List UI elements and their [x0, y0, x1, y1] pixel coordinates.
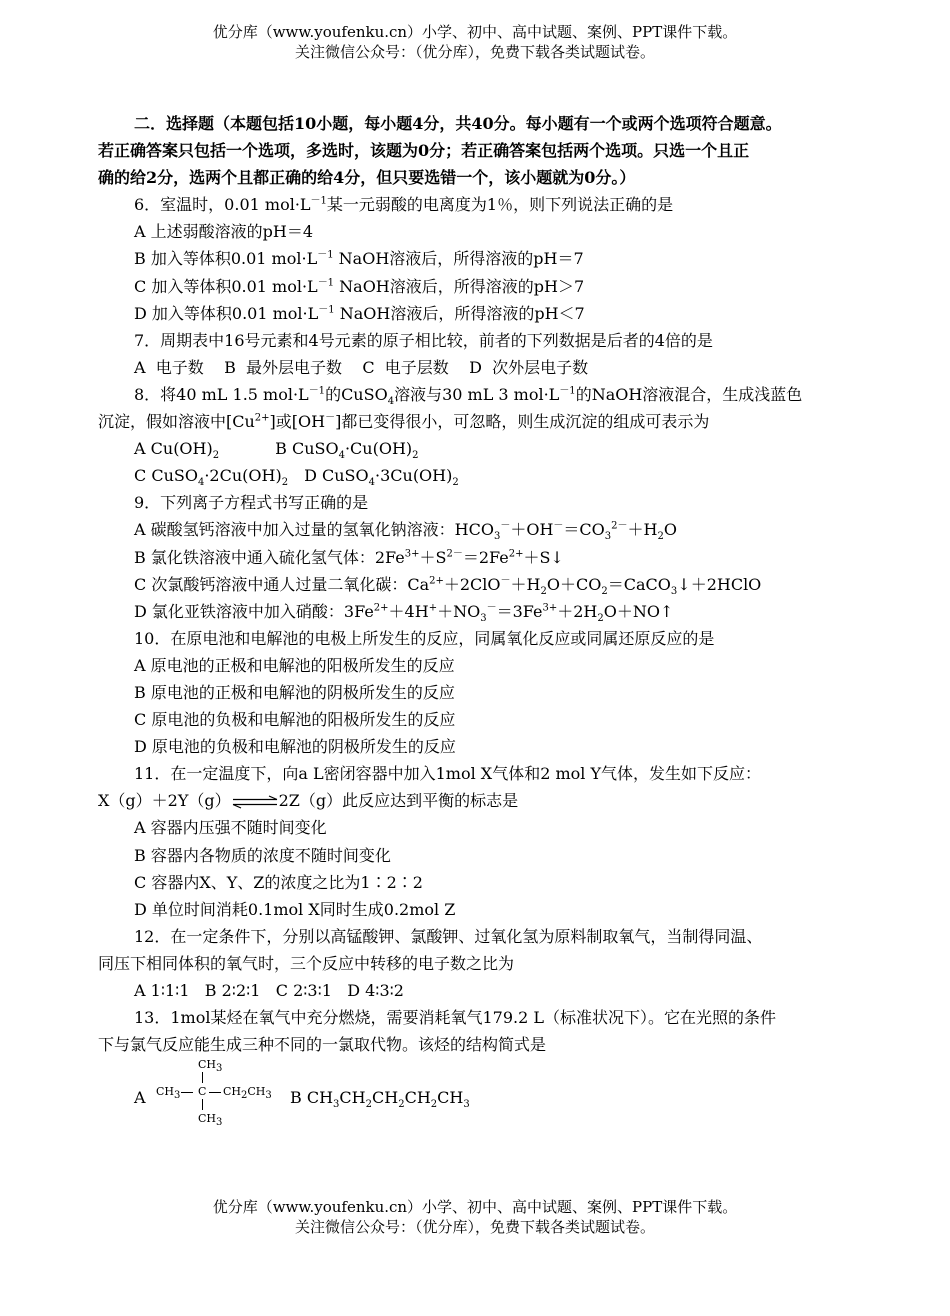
footer-line-2: 关注微信公众号：（优分库），免费下载各类试题试卷。	[294, 1218, 655, 1236]
question-11-option-c: C 容器内X、Y、Z的浓度之比为1∶2∶2	[134, 872, 423, 892]
question-9-option-a: A 碳酸氢钙溶液中加入过量的氢氧化钠溶液：$HCO_3^-+OH^-=CO_3^{2-}+H_2O$	[134, 520, 678, 543]
question-11-stem: 11．在一定温度下，向a L密闭容器中加入1mol X气体和2 mol Y气体，发生如下反应：	[134, 764, 762, 784]
question-12-stem-line-2: 同压下相同体积的氧气时，三个反应中转移的电子数之比为	[98, 953, 515, 973]
question-6-option-b: B 加入等体积0.01 $mol\cdot L^{-1}$ NaOH溶液后，所得溶液的pH＝7	[134, 249, 584, 269]
mol-top-group: $CH_3$	[198, 1058, 223, 1075]
question-6-option-a: A 上述弱酸溶液的pH＝4	[134, 222, 314, 242]
question-11-option-d: D 单位时间消耗0.1mol X同时生成0.2mol Z	[134, 899, 456, 919]
question-11-option-b: B 容器内各物质的浓度不随时间变化	[134, 845, 391, 865]
question-13-options	[98, 1058, 858, 1132]
question-12-options: A 1∶1∶1 B 2∶2∶1 C 2∶3∶1 D 4∶3∶2	[134, 981, 404, 1000]
question-9-option-b: B 氯化铁溶液中通入硫化氢气体：$2Fe^{3+}+S^{2-}=2Fe^{2+}+S↓$	[134, 547, 564, 567]
exam-content	[98, 110, 858, 1132]
page-header	[0, 22, 950, 62]
question-7-options: A 电子数 B 最外层电子数 C 电子层数 D 次外层电子数	[134, 357, 589, 377]
question-9-option-d: D 氯化亚铁溶液中加入硝酸：$3Fe^{2+}+4H^++NO_3^-=3Fe^{3+}+2H_2O+NO↑$	[134, 601, 674, 624]
question-10-option-d: D 原电池的负极和电解池的阴极所发生的反应	[134, 737, 456, 757]
question-6-option-c: C 加入等体积0.01 $mol\cdot L^{-1}$ NaOH溶液后，所得溶液的pH＞7	[134, 276, 585, 296]
page-footer	[0, 1197, 950, 1237]
equilibrium-arrow-icon	[231, 795, 279, 809]
question-13-option-b: B $CH_3CH_2CH_2CH_2CH_3$	[290, 1088, 470, 1111]
question-10-stem: 10．在原电池和电解池的电极上所发生的反应，同属氧化反应或同属还原反应的是	[134, 628, 715, 648]
footer-line-1: 优分库（www.youfenku.cn）小学、初中、高中试题、案例、PPT课件下载。	[212, 1198, 738, 1216]
question-13-option-a-label: A	[134, 1088, 146, 1108]
question-12-stem-line-1: 12．在一定条件下，分别以高锰酸钾、氯酸钾、过氧化氢为原料制取氧气，当制得同温、	[134, 926, 763, 946]
mol-center-atom: C	[198, 1085, 207, 1099]
mol-left-group: $CH_3$	[156, 1085, 181, 1102]
question-9-stem: 9．下列离子方程式书写正确的是	[134, 493, 369, 513]
question-11-equation: X（g）＋2Y（g） 2Z（g）此反应达到平衡的标志是	[98, 791, 519, 811]
question-13-stem-line-1: 13．1mol某烃在氧气中充分燃烧，需要消耗氧气179.2 L（标准状况下）。它在光照的条件	[134, 1008, 776, 1028]
question-8-stem-line-2: 沉淀，假如溶液中$[Cu^{2+}]$或[OH－]都已变得很小，可忽略，则生成沉淀的组成可表示为	[98, 412, 710, 432]
question-10-option-a: A 原电池的正极和电解池的阳极所发生的反应	[134, 655, 455, 675]
question-7-stem: 7．周期表中16号元素和4号元素的原子相比较，前者的下列数据是后者的4倍的是	[134, 330, 713, 350]
question-13-stem-line-2: 下与氯气反应能生成三种不同的一氯取代物。该烃的结构简式是	[98, 1035, 547, 1055]
question-9-option-c: C 次氯酸钙溶液中通人过量二氧化碳：$Ca^{2+}+2ClO^-+H_2O+CO_2=CaCO_3↓+2HClO$	[134, 574, 762, 597]
question-8-options-ab: A $Cu(OH)_2$ B $CuSO_4\cdot Cu(OH)_2$	[134, 439, 419, 462]
question-11-option-a: A 容器内压强不随时间变化	[134, 818, 327, 838]
header-line-1: 优分库（www.youfenku.cn）小学、初中、高中试题、案例、PPT课件下载。	[212, 23, 738, 41]
mol-bottom-group: $CH_3$	[198, 1112, 223, 1129]
mol-right-group: $CH_2CH_3$	[223, 1085, 272, 1102]
question-6-option-d: D 加入等体积0.01 $mol\cdot L^{-1}$ NaOH溶液后，所得溶液的pH＜7	[134, 303, 585, 323]
question-10-option-c: C 原电池的负极和电解池的阳极所发生的反应	[134, 710, 456, 730]
question-10-option-b: B 原电池的正极和电解池的阴极所发生的反应	[134, 682, 455, 702]
section-instructions-line-3: 确的给2分，选两个且都正确的给4分，但只要选错一个，该小题就为0分。）	[98, 168, 636, 188]
section-instructions-line-2: 若正确答案只包括一个选项，多选时，该题为0分；若正确答案包括两个选项。只选一个且正	[98, 141, 750, 161]
question-6-stem: 6．室温时，0.01 $mol\cdot L^{-1}$某一元弱酸的电离度为1％，则下列说法正确的是	[134, 195, 674, 215]
header-line-2: 关注微信公众号：（优分库），免费下载各类试题试卷。	[294, 43, 655, 61]
question-8-options-cd: C $CuSO_4\cdot 2Cu(OH)_2$ D $CuSO_4\cdot 3Cu(OH)_2$	[134, 466, 459, 489]
question-8-stem-line-1: 8．将40 mL 1.5 $mol\cdot L^{-1}$的CuSO$_4$溶液与30 mL 3 $mol\cdot L^{-1}$的NaOH溶液混合，生成浅蓝色	[134, 384, 803, 408]
section-instructions-line-1: 二．选择题（本题包括10小题，每小题4分，共40分。每小题有一个或两个选项符合题意。	[134, 114, 782, 133]
